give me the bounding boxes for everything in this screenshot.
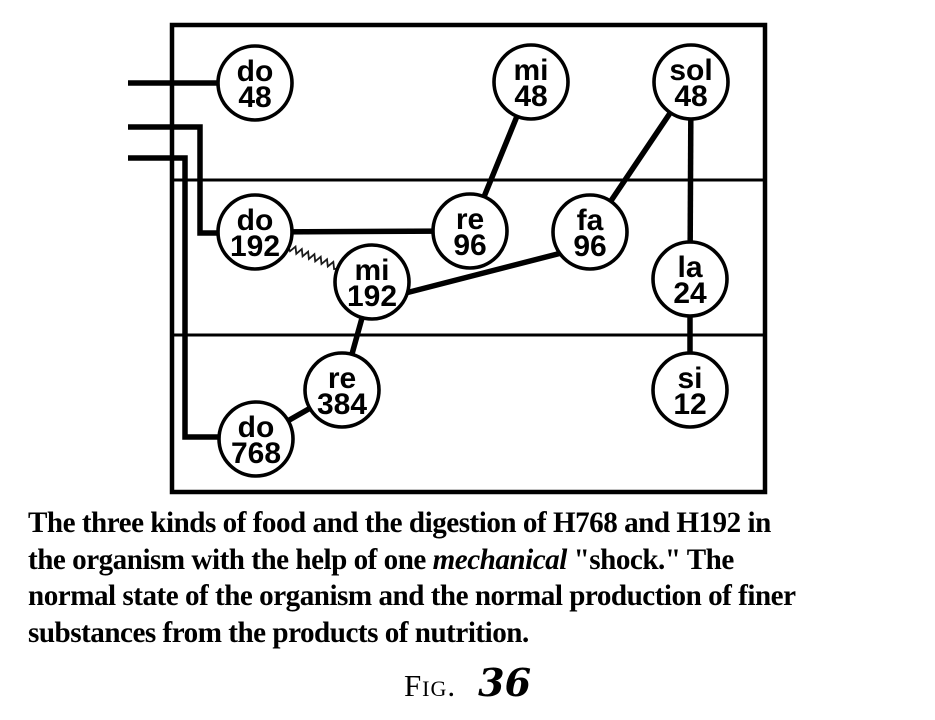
node-value-do192: 192 <box>229 230 281 263</box>
node-value-re384: 384 <box>316 388 368 421</box>
caption-line-3: normal state of the organism and the normal production of finer <box>28 579 796 612</box>
node-note-re384: re <box>327 362 357 395</box>
caption-line-2-pre: the organism with the help of one <box>28 542 433 576</box>
node-value-si12: 12 <box>673 388 707 421</box>
node-note-re96: re <box>455 203 485 236</box>
shock-zigzag-line <box>288 247 340 270</box>
node-value-mi192: 192 <box>346 280 398 313</box>
node-value-do768: 768 <box>230 437 282 470</box>
caption-line-2-post: "shock." The <box>566 542 734 576</box>
caption-line-4: substances from the products of nutrition. <box>28 615 529 649</box>
node-note-si12: si <box>677 362 703 395</box>
figure-label: Fig. <box>403 668 457 703</box>
caption-line-1: The three kinds of food and the digestion of H768 and H192 in <box>28 506 771 539</box>
node-value-la24: 24 <box>673 277 707 310</box>
node-note-do768: do <box>237 411 275 444</box>
caption-line-2-italic: mechanical <box>432 542 567 576</box>
figure-number-line <box>0 660 935 705</box>
node-value-re96: 96 <box>453 229 487 262</box>
node-value-fa96: 96 <box>573 230 607 263</box>
node-value-sol48: 48 <box>674 80 708 113</box>
node-note-do192: do <box>236 204 274 237</box>
node-value-do48: 48 <box>238 81 272 114</box>
figure-number: 36 <box>478 660 532 705</box>
figure-caption <box>28 505 819 651</box>
node-note-fa96: fa <box>576 204 604 237</box>
node-value-mi48: 48 <box>514 80 548 113</box>
node-note-mi48: mi <box>513 54 549 87</box>
food-entry-line-3 <box>128 158 222 437</box>
caption-line-2 <box>28 542 796 579</box>
node-note-mi192: mi <box>354 254 390 287</box>
node-note-do48: do <box>236 55 274 88</box>
node-note-sol48: sol <box>669 54 713 87</box>
node-note-la24: la <box>677 251 703 284</box>
